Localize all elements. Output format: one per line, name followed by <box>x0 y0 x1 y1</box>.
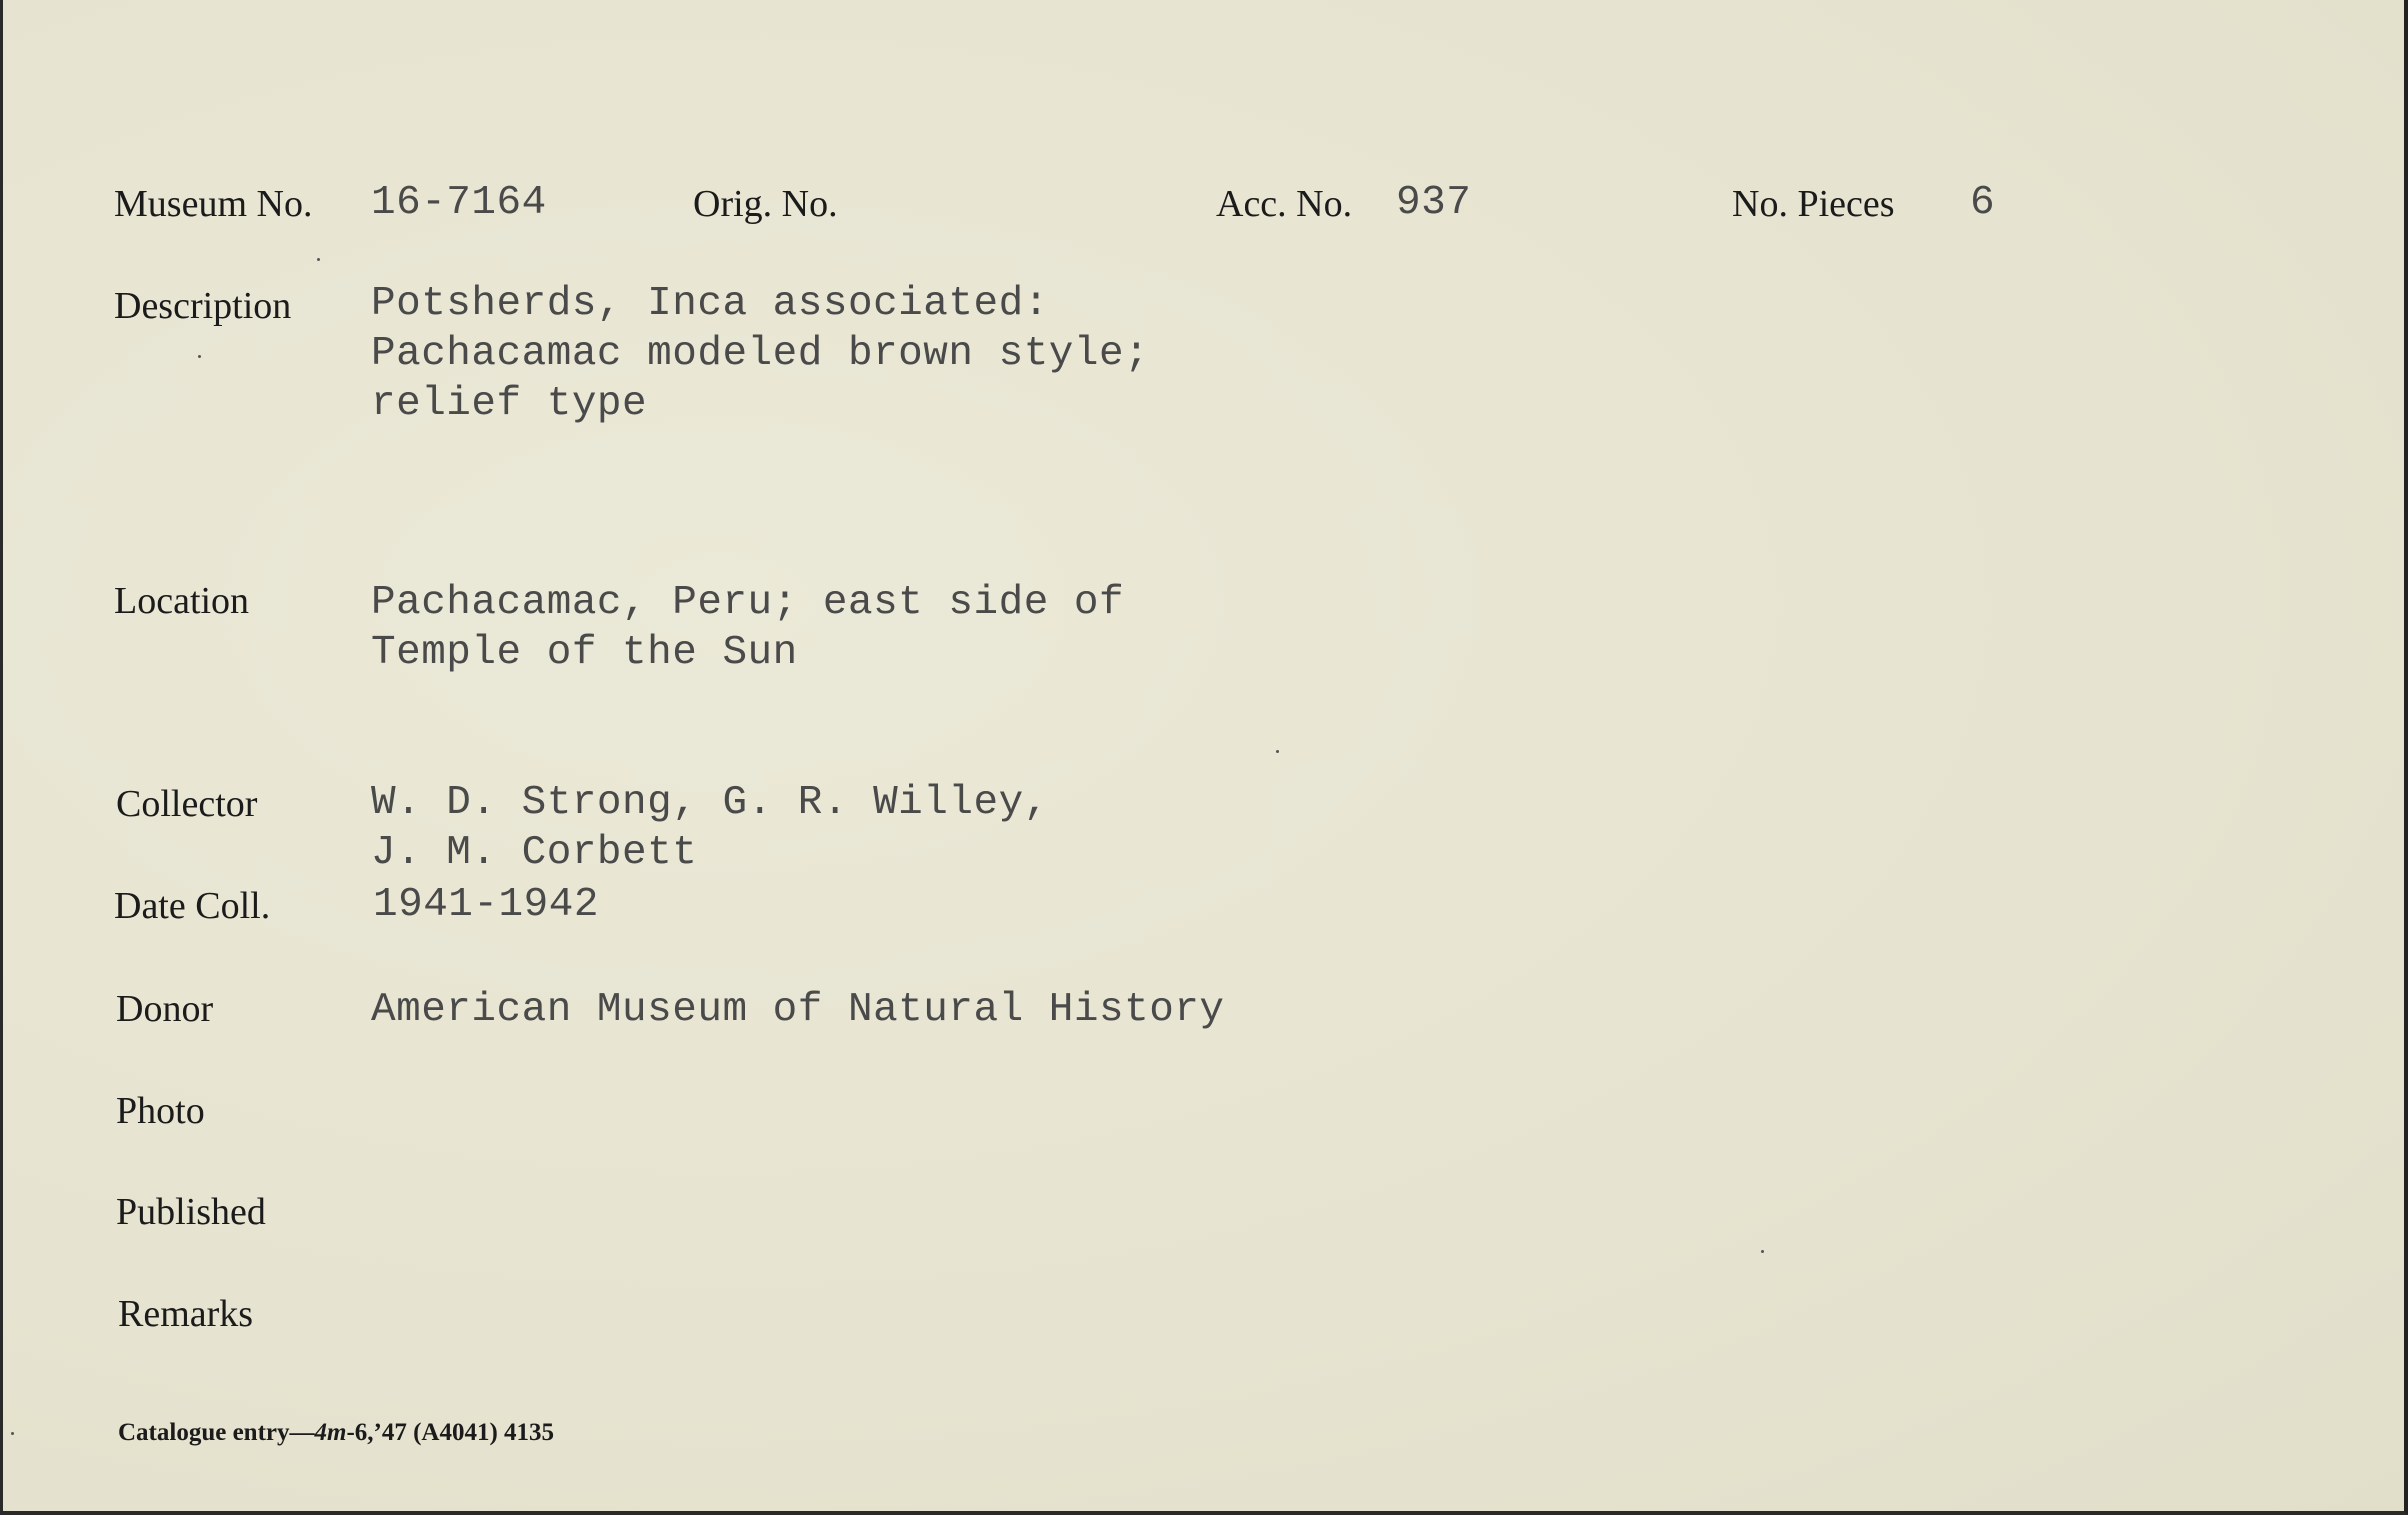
orig-no-label: Orig. No. <box>693 183 838 225</box>
collector-value <box>371 778 1049 878</box>
location-value <box>371 578 1124 678</box>
collector-line: J. M. Corbett <box>371 830 698 876</box>
footer-suffix: -6,’47 (A4041) 4135 <box>346 1419 555 1446</box>
paper-speck <box>317 258 320 261</box>
museum-no-value: 16-7164 <box>371 180 547 226</box>
location-line: Temple of the Sun <box>371 630 798 676</box>
collector-label: Collector <box>116 783 258 825</box>
location-line: Pachacamac, Peru; east side of <box>371 580 1125 626</box>
acc-no-label: Acc. No. <box>1216 183 1353 225</box>
description-line: Pachacamac modeled brown style; <box>371 331 1150 377</box>
paper-speck <box>11 1432 14 1435</box>
paper-speck <box>1761 1250 1764 1253</box>
description-line: relief type <box>371 381 648 427</box>
collector-line: W. D. Strong, G. R. Willey, <box>371 780 1049 826</box>
date-coll-value: 1941-1942 <box>373 882 599 928</box>
description-value <box>371 279 1149 429</box>
photo-label: Photo <box>116 1090 205 1132</box>
description-line: Potsherds, Inca associated: <box>371 281 1049 327</box>
remarks-label: Remarks <box>118 1293 254 1335</box>
date-coll-label: Date Coll. <box>114 885 271 927</box>
published-label: Published <box>116 1191 266 1233</box>
donor-label: Donor <box>116 988 214 1030</box>
acc-no-value: 937 <box>1396 180 1472 226</box>
museum-no-label: Museum No. <box>114 183 313 225</box>
no-pieces-label: No. Pieces <box>1732 183 1895 225</box>
no-pieces-value: 6 <box>1970 180 1996 226</box>
description-label: Description <box>114 285 292 327</box>
catalogue-footer <box>118 1420 554 1445</box>
footer-italic: 4m <box>314 1419 347 1446</box>
paper-speck <box>1276 750 1279 753</box>
paper-speck <box>198 355 201 358</box>
footer-prefix: Catalogue entry— <box>118 1419 315 1446</box>
location-label: Location <box>114 580 250 622</box>
donor-value: American Museum of Natural History <box>371 987 1225 1033</box>
